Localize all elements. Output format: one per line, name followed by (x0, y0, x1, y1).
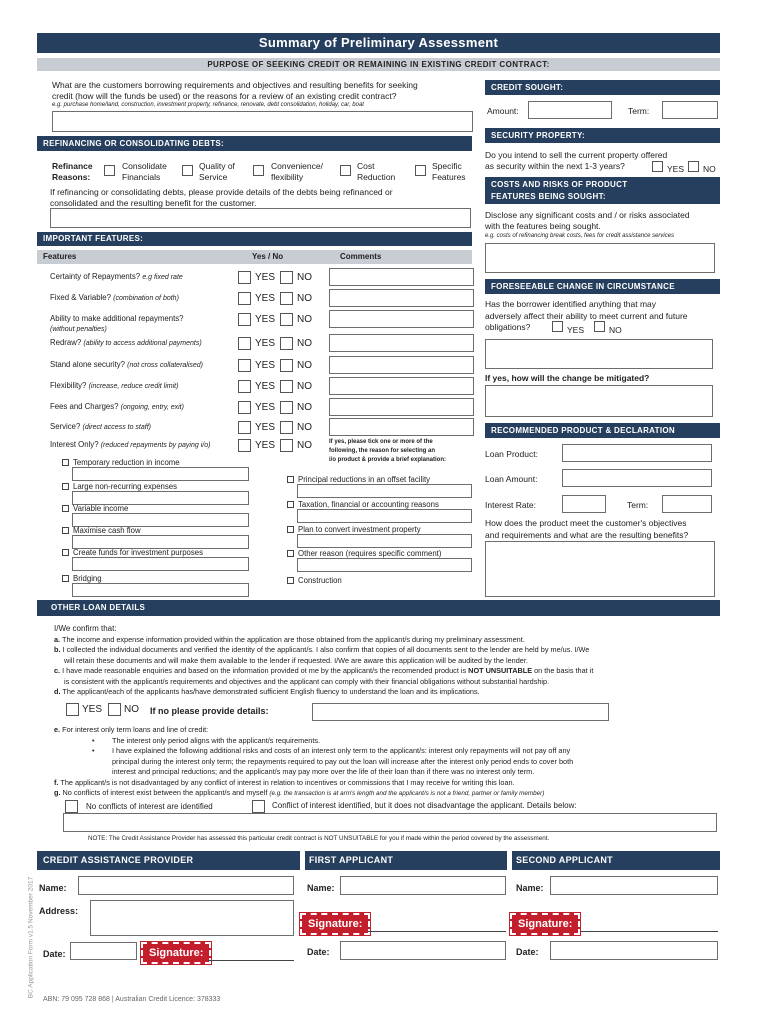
feature-yes-label: YES (255, 272, 276, 283)
purpose-question-line1: What are the customers borrowing requirements and objectives and resulting benefits for seeking (52, 80, 418, 90)
loan-amount-input[interactable] (562, 469, 712, 487)
cap-name-label: Name: (39, 883, 67, 893)
io-reason-input[interactable] (72, 467, 249, 481)
confirm-label: I/We confirm that: (54, 624, 117, 633)
io-reason-label: Temporary reduction in income (73, 458, 180, 467)
foreseeable-input[interactable] (485, 339, 713, 369)
io-reason-input[interactable] (72, 491, 249, 505)
io-reason-checkbox[interactable] (287, 526, 294, 533)
purpose-input[interactable] (52, 111, 473, 132)
credit-sought-header: CREDIT SOUGHT: (485, 80, 720, 95)
io-reason-label: Plan to convert investment property (298, 525, 421, 534)
foreseeable-yes-checkbox[interactable] (552, 321, 563, 332)
io-reason-label: Large non-recurring expenses (73, 482, 178, 491)
feature-row-label: Service? (direct access to staff) (50, 422, 151, 431)
first-name-input[interactable] (340, 876, 506, 895)
feature-yes-checkbox[interactable] (238, 421, 251, 434)
io-reason-checkbox[interactable] (62, 459, 69, 466)
interest-rate-input[interactable] (562, 495, 606, 513)
second-applicant-header: SECOND APPLICANT (512, 851, 720, 870)
second-signature-line (580, 931, 718, 932)
decl-e-bullet1: • The interest only period aligns with the applicant/s requirements. (92, 735, 321, 745)
second-signature-tag[interactable]: Signature: (510, 913, 580, 935)
costs-question-line2: with the features being sought. (485, 221, 601, 231)
feature-row-label: Ability to make additional repayments? (without penalties) (50, 314, 184, 333)
conflict-identified-label: Conflict of interest identified, but it does not disadvantage the applicant. Details below: (272, 801, 577, 810)
recommended-question-line2: and requirements and what are the resulting benefits? (485, 530, 689, 540)
feature-yes-checkbox[interactable] (238, 313, 251, 326)
cap-name-input[interactable] (78, 876, 294, 895)
security-question-line2: as security within the next 1-3 years? (485, 161, 625, 171)
feature-no-label: NO (297, 314, 312, 325)
io-reason-checkbox[interactable] (287, 501, 294, 508)
feature-no-label: NO (297, 402, 312, 413)
feature-no-checkbox[interactable] (280, 337, 293, 350)
feature-yes-checkbox[interactable] (238, 292, 251, 305)
no-conflicts-label: No conflicts of interest are identified (86, 802, 213, 811)
consolidate-label: Consolidate Financials (122, 161, 167, 182)
security-question-line1: Do you intend to sell the current property offered (485, 150, 668, 160)
foreseeable-question-line3: obligations? (485, 322, 531, 332)
decl-a: a. The income and expense information provided within the application are those obtained from the applicant/s during my preliminary assessment. (54, 634, 525, 644)
convenience-label: Convenience/ flexibility (271, 161, 323, 182)
security-no-checkbox[interactable] (688, 161, 699, 172)
feature-yes-checkbox[interactable] (238, 359, 251, 372)
costs-risks-header-line2: FEATURES BEING SOUGHT: (491, 192, 606, 201)
io-reason-input[interactable] (72, 557, 249, 571)
security-no-label: NO (703, 164, 716, 174)
feature-yes-checkbox[interactable] (238, 439, 251, 452)
io-reason-checkbox[interactable] (62, 549, 69, 556)
io-reason-checkbox[interactable] (62, 505, 69, 512)
conflict-details-input[interactable] (63, 813, 717, 832)
costs-risks-header-line1: COSTS AND RISKS OF PRODUCT (491, 180, 628, 189)
purpose-example: e.g. purchase home/land, construction, investment property, refinance, renovate, debt consolidation, holiday, car, boat (52, 102, 364, 108)
feature-yes-checkbox[interactable] (238, 271, 251, 284)
first-date-input[interactable] (340, 941, 506, 960)
note-text: NOTE: The Credit Assistance Provider has assessed this particular credit contract is NOT UNSUITABLE for you if made within the period covered by the assessment. (88, 835, 550, 842)
feature-comment-input[interactable] (329, 398, 474, 416)
feature-no-checkbox[interactable] (280, 271, 293, 284)
io-reason-input[interactable] (297, 558, 472, 572)
io-reason-checkbox[interactable] (62, 483, 69, 490)
feature-no-label: NO (297, 272, 312, 283)
first-name-label: Name: (307, 883, 335, 893)
second-name-input[interactable] (550, 876, 718, 895)
purpose-header: PURPOSE OF SEEKING CREDIT OR REMAINING IN EXISTING CREDIT CONTRACT: (37, 58, 720, 71)
amount-label: Amount: (487, 106, 519, 116)
recommended-question-line1: How does the product meet the customer's objectives (485, 518, 687, 528)
fluency-yes-checkbox[interactable] (66, 703, 79, 716)
foreseeable-no-label: NO (609, 325, 622, 335)
quality-service-checkbox[interactable] (182, 165, 193, 176)
cost-reduction-label: Cost Reduction (357, 161, 396, 182)
decl-b: b. I collected the individual documents and verified the identity of the applicant/s. I also confirm that copies of all documents sent to the lender are held by me/us. I/We (54, 645, 590, 654)
feature-yes-label: YES (255, 338, 276, 349)
io-reason-checkbox[interactable] (62, 527, 69, 534)
feature-no-checkbox[interactable] (280, 401, 293, 414)
feature-row-label: Certainty of Repayments? e.g fixed rate (50, 272, 183, 281)
feature-yes-label: YES (255, 422, 276, 433)
io-reason-checkbox[interactable] (287, 550, 294, 557)
io-reason-input[interactable] (72, 535, 249, 549)
no-conflicts-checkbox[interactable] (65, 800, 78, 813)
costs-example: e.g. costs of refinancing break costs, fees for credit assistance services (485, 233, 675, 239)
feature-yes-checkbox[interactable] (238, 380, 251, 393)
page-title-bar (37, 33, 720, 53)
decl-e-bullet2-line3: interest and principal reductions; and the applicant/s may pay more over the life of their loan than if there was no interest only term. (112, 767, 535, 776)
decl-e: e. For interest only term loans and line of credit: (54, 725, 209, 734)
feature-yes-label: YES (255, 314, 276, 325)
cap-date-label: Date: (43, 949, 66, 959)
rec-term-input[interactable] (662, 495, 712, 513)
cap-date-input[interactable] (70, 942, 137, 960)
first-date-label: Date: (307, 947, 330, 957)
feature-no-checkbox[interactable] (280, 380, 293, 393)
feature-yes-label: YES (255, 402, 276, 413)
foreseeable-question-line2: adversely affect their ability to meet current and future (485, 311, 688, 321)
feature-yes-checkbox[interactable] (238, 401, 251, 414)
loan-product-label: Loan Product: (485, 449, 538, 459)
decl-g: g. No conflicts of interest exist between the applicant/s and myself (e.g. the transaction is at arm's length and the applicant/s is not a friend, partner or family member) (54, 788, 545, 797)
term-input[interactable] (662, 101, 718, 119)
important-features-header: IMPORTANT FEATURES: (37, 232, 472, 246)
term-label: Term: (628, 106, 650, 116)
feature-yes-checkbox[interactable] (238, 337, 251, 350)
refinance-details-line2: consolidated and the resulting benefit for the customer. (50, 198, 257, 208)
io-reason-label: Other reason (requires specific comment) (298, 549, 442, 558)
consolidate-checkbox[interactable] (104, 165, 115, 176)
quality-service-label: Quality of Service (199, 161, 235, 182)
foreseeable-question-line1: Has the borrower identified anything that may (485, 299, 657, 309)
first-signature-line (368, 931, 506, 932)
refinance-details-input[interactable] (50, 208, 471, 228)
feature-comment-input[interactable] (329, 356, 474, 374)
purpose-question-line2: credit (how will the funds be used) or the reasons for a review of an existing credit contract? (52, 91, 397, 101)
interest-rate-label: Interest Rate: (485, 500, 537, 510)
feature-no-label: NO (297, 293, 312, 304)
decl-c2: is consistent with the applicant/s requirements and objectives and the applicant can comply with their financial obligations without substantial hardship. (64, 676, 550, 686)
cap-address-input[interactable] (90, 900, 294, 936)
feature-comment-input[interactable] (329, 377, 474, 395)
feature-no-label: NO (297, 440, 312, 451)
no-details-input[interactable] (312, 703, 609, 721)
decl-f: f. The applicant/s is not disadvantaged by any conflict of interest in relation to incentives or commissions that I may receive for writing this loan. (54, 777, 515, 787)
io-reason-label: Principal reductions in an offset facility (298, 475, 431, 484)
decl-d: d. The applicant/each of the applicants has/have demonstrated sufficient English fluency to understand the loan and its implications. (54, 687, 480, 696)
feature-no-checkbox[interactable] (280, 439, 293, 452)
declaration-block (54, 624, 720, 698)
fluency-yes-label: YES (82, 704, 103, 715)
feature-yes-label: YES (255, 381, 276, 392)
recommended-header: RECOMMENDED PRODUCT & DECLARATION (485, 423, 720, 438)
second-date-label: Date: (516, 947, 539, 957)
comments-col-label: Comments (340, 252, 382, 261)
feature-no-checkbox[interactable] (280, 292, 293, 305)
feature-no-label: NO (297, 422, 312, 433)
io-reason-label: Variable income (73, 504, 129, 513)
foreseeable-no-checkbox[interactable] (594, 321, 605, 332)
feature-yes-label: YES (255, 440, 276, 451)
refinance-reasons-label-line2: Reasons: (52, 172, 91, 182)
foreseeable-yes-label: YES (567, 325, 585, 335)
feature-no-label: NO (297, 338, 312, 349)
feature-yes-label: YES (255, 360, 276, 371)
foreseeable-header: FORESEEABLE CHANGE IN CIRCUMSTANCE (485, 279, 720, 294)
costs-input[interactable] (485, 243, 715, 273)
fluency-no-checkbox[interactable] (108, 703, 121, 716)
feature-no-checkbox[interactable] (280, 359, 293, 372)
refinance-details-line1: If refinancing or consolidating debts, please provide details of the debts being refinanced or (50, 187, 393, 197)
decl-e-bullet2: • I have explained the following additional risks and costs of an interest only term to the applicant/s: interest only repayments will not pay off any (92, 746, 571, 755)
feature-row-label: Interest Only? (reduced repayments by paying i/o) (50, 440, 211, 449)
io-reason-checkbox[interactable] (287, 577, 294, 584)
io-reason-input[interactable] (72, 583, 249, 597)
feature-comment-input[interactable] (329, 289, 474, 307)
costs-risks-header (485, 177, 720, 204)
feature-no-checkbox[interactable] (280, 421, 293, 434)
other-loan-details-header: OTHER LOAN DETAILS (37, 600, 720, 616)
recommended-input[interactable] (485, 541, 715, 597)
loan-amount-label: Loan Amount: (485, 474, 538, 484)
mitigated-input[interactable] (485, 385, 713, 417)
specific-features-checkbox[interactable] (415, 165, 426, 176)
decl-e-bullet2-line2: principal during the interest only term; the repayments required to pay out the loan will increase after the interest only period ends to cover both (112, 756, 574, 766)
features-col-label: Features (43, 252, 77, 261)
io-reason-input[interactable] (297, 509, 472, 523)
yesno-col-label: Yes / No (252, 252, 284, 261)
mitigated-label: If yes, how will the change be mitigated? (485, 373, 650, 383)
io-reason-input[interactable] (297, 484, 472, 498)
io-reason-label: Construction (298, 576, 342, 585)
io-note: If yes, please tick one or more of the following, the reason for selecting an i/o product & provide a brief explanation: (329, 439, 447, 463)
no-details-label: If no please provide details: (150, 706, 269, 716)
fluency-no-label: NO (124, 704, 139, 715)
cap-signature-tag[interactable]: Signature: (141, 942, 211, 964)
feature-row-label: Stand alone security? (not cross collateralised) (50, 360, 204, 369)
feature-comment-input[interactable] (329, 310, 474, 328)
side-form-version: BC Application Form v1.5 November 2017 (27, 876, 35, 999)
page-title: Summary of Preliminary Assessment (258, 35, 499, 50)
loan-product-input[interactable] (562, 444, 712, 462)
cost-reduction-checkbox[interactable] (340, 165, 351, 176)
cap-signature-line (208, 960, 294, 961)
io-reason-checkbox[interactable] (287, 476, 294, 483)
convenience-checkbox[interactable] (253, 165, 264, 176)
first-applicant-header: FIRST APPLICANT (305, 851, 507, 870)
rec-term-label: Term: (627, 500, 649, 510)
feature-comment-input[interactable] (329, 268, 474, 286)
security-yes-label: YES (667, 164, 685, 174)
refinancing-header: REFINANCING OR CONSOLIDATING DEBTS: (37, 136, 472, 151)
io-reason-label: Taxation, financial or accounting reasons (298, 500, 439, 509)
feature-row-label: Fees and Charges? (ongoing, entry, exit) (50, 402, 184, 411)
decl-c: c. I have made reasonable enquiries and based on the information provided ot me by the applicant/s the recomended product is NOT UNSUITABLE on the basis that it (54, 666, 594, 675)
feature-row-label: Redraw? (ability to access additional payments) (50, 338, 202, 347)
feature-no-label: NO (297, 360, 312, 371)
features-column-header (37, 250, 472, 264)
feature-yes-label: YES (255, 293, 276, 304)
costs-question-line1: Disclose any significant costs and / or risks associated (485, 210, 690, 220)
io-reason-input[interactable] (72, 513, 249, 527)
second-name-label: Name: (516, 883, 544, 893)
declaration-block-2 (54, 725, 720, 800)
feature-row-label: Fixed & Variable? (combination of both) (50, 293, 179, 302)
io-reason-label: Create funds for investment purposes (73, 548, 204, 557)
feature-comment-input[interactable] (329, 418, 474, 436)
cap-header: CREDIT ASSISTANCE PROVIDER (37, 851, 300, 870)
io-reason-checkbox[interactable] (62, 575, 69, 582)
conflict-identified-checkbox[interactable] (252, 800, 265, 813)
io-reason-label: Maximise cash flow (73, 526, 141, 535)
first-signature-tag[interactable]: Signature: (300, 913, 370, 935)
second-date-input[interactable] (550, 941, 718, 960)
refinance-reasons-label-line1: Refinance (52, 161, 93, 171)
io-reason-label: Bridging (73, 574, 102, 583)
cap-address-label: Address: (39, 906, 79, 916)
security-yes-checkbox[interactable] (652, 161, 663, 172)
feature-comment-input[interactable] (329, 334, 474, 352)
decl-b2: will retain these documents and will make them available to the lender if requested. I/We are aware this application will be audited by the lender. (64, 655, 528, 665)
feature-no-label: NO (297, 381, 312, 392)
feature-no-checkbox[interactable] (280, 313, 293, 326)
security-property-header: SECURITY PROPERTY: (485, 128, 720, 143)
amount-input[interactable] (528, 101, 612, 119)
footer-abn: ABN: 79 095 728 868 | Australian Credit Licence: 378333 (43, 996, 221, 1003)
io-reason-input[interactable] (297, 534, 472, 548)
feature-row-label: Flexibility? (increase, reduce credit limit) (50, 381, 179, 390)
specific-features-label: Specific Features (432, 161, 466, 182)
